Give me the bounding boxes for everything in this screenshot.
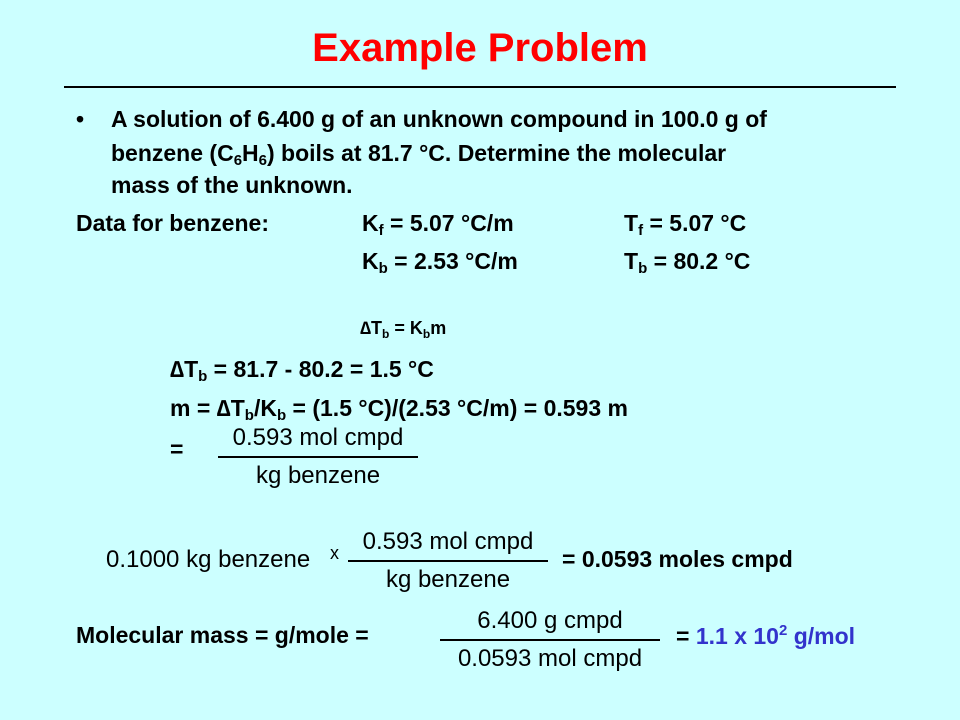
problem-line-3: mass of the unknown. [111,172,353,198]
molecular-mass-label: Molecular mass = g/mole = [76,622,369,648]
tb-value: $T_b = 80.2$ °C [624,248,751,277]
title-divider [64,86,896,88]
calc-molality: $m = \Delta T_b/K_b = (1.5$ °C)/(2.53 °C/m) = 0.593 m [170,395,628,424]
calc-delta-tb: $\Delta T_b = 81.7 - 80.2 = 1.5$ °C [170,356,434,385]
problem-line-1: A solution of 6.400 g of an unknown compound in 100.0 g of [111,106,767,132]
page-title: Example Problem [312,26,648,70]
molar-mass-fraction: 6.400 g cmpd 0.0593 mol cmpd [440,607,660,673]
kb-value: $K_b = 2.53$ °C/m [362,248,518,277]
conversion-fraction: 0.593 mol cmpd kg benzene [348,528,548,594]
times-sign: x [330,543,339,563]
molar-mass-result: = 1.1 x $10^2$ g/mol [676,622,856,649]
mass-benzene: 0.1000 kg benzene [106,546,311,573]
bullet-icon: • [76,106,85,132]
data-label: Data for benzene: [76,210,269,236]
kf-value: $K_f = 5.07$ °C/m [362,210,514,239]
molality-fraction: 0.593 mol cmpd kg benzene [218,424,418,490]
formula: $\Delta T_b = K_bm$ [360,318,447,341]
tf-value: $T_f = 5.07$ °C [624,210,747,239]
moles-result: = 0.0593 moles cmpd [562,546,793,572]
calc-equals: = [170,436,184,462]
problem-line-2: benzene $(C_6H_6)$ boils at 81.7 °C. Determine the molecular [111,140,727,169]
